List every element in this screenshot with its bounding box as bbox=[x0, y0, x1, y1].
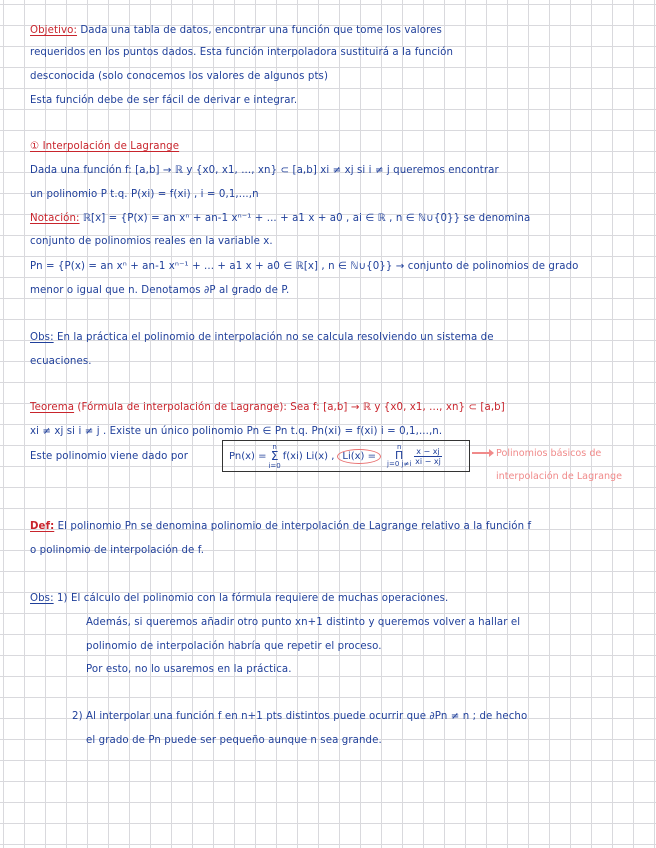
annotation-arrow bbox=[472, 452, 492, 454]
objetivo-label: Objetivo: bbox=[30, 25, 78, 36]
obs1-line-2: ecuaciones. bbox=[30, 356, 92, 367]
obs2-line-1 bbox=[30, 592, 448, 606]
objetivo-line-2: requeridos en los puntos dados. Esta función interpoladora sustituirá a la función bbox=[30, 47, 454, 58]
section1-line-5: Pn = {P(x) = an xⁿ + an-1 xⁿ⁻¹ + ... + a1 x + a0 ∈ ℝ[x] , n ∈ ℕ∪{0}} → conjunto de polinomios de grado bbox=[30, 261, 579, 272]
section-title-lagrange: ① Interpolación de Lagrange bbox=[30, 141, 180, 152]
objetivo-text-1: Dada una tabla de datos, encontrar una función que tome los valores bbox=[80, 25, 442, 36]
sum-bottom: i=0 bbox=[268, 461, 281, 470]
def-text-1: El polinomio Pn se denomina polinomio de interpolación de Lagrange relativo a la función f bbox=[54, 521, 532, 532]
obs1-line-1 bbox=[30, 331, 494, 345]
section1-line-6: menor o igual que n. Denotamos ∂P al grado de P. bbox=[30, 285, 290, 296]
sum-sign: Σ bbox=[270, 448, 279, 463]
annotation-note-1: Polinomios básicos de bbox=[496, 448, 602, 459]
notacion-text: ℝ[x] = {P(x) = an xⁿ + an-1 xⁿ⁻¹ + ... + a1 x + a0 , ai ∈ ℝ , n ∈ ℕ∪{0}} se denomina bbox=[79, 213, 531, 224]
obs2-line-4: Por esto, no lo usaremos en la práctica. bbox=[86, 664, 292, 675]
sum-top: n bbox=[272, 442, 277, 451]
prod-top: n bbox=[396, 443, 402, 451]
teorema-line-3: Este polinomio viene dado por bbox=[30, 451, 189, 462]
section1-line-1: Dada una función f: [a,b] → ℝ y {x0, x1, ..., xn} ⊂ [a,b] xi ≠ xj si i ≠ j queremos encontrar bbox=[30, 165, 499, 176]
obs2-line-2: Además, si queremos añadir otro punto xn+1 distinto y queremos volver a hallar el bbox=[86, 617, 521, 628]
obs1-label: Obs: bbox=[30, 332, 54, 343]
obs2-label: Obs: bbox=[30, 593, 54, 604]
fraction-denominator: xi − xj bbox=[415, 456, 441, 466]
basis-fraction bbox=[414, 447, 441, 466]
obs1-text-1: En la práctica el polinomio de interpolación no se calcula resolviendo un sistema de bbox=[53, 332, 494, 343]
fraction-numerator: x − xj bbox=[416, 446, 440, 456]
formula-term: f(xi) Li(x) , bbox=[282, 450, 335, 462]
objetivo-line-4: Esta función debe de ser fácil de derivar e integrar. bbox=[30, 95, 298, 106]
product-symbol bbox=[387, 444, 411, 468]
formula-lhs: Pn(x) = bbox=[229, 450, 267, 462]
notacion-line bbox=[30, 212, 530, 226]
objetivo-line-3: desconocida (solo conocemos los valores de algunos pts) bbox=[30, 71, 329, 82]
obs2-line-5: 2) Al interpolar una función f en n+1 pts distintos puede ocurrir que ∂Pn ≠ n ; de hecho bbox=[72, 711, 528, 722]
basis-poly-circled: Li(x) = bbox=[337, 449, 381, 464]
objetivo-line-1 bbox=[30, 24, 442, 38]
prod-bottom: j=0 j≠i bbox=[387, 460, 412, 468]
teorema-line-2: xi ≠ xj si i ≠ j . Existe un único polinomio Pn ∈ Pn t.q. Pn(xi) = f(xi) i = 0,1,...,n. bbox=[30, 426, 443, 437]
prod-sign: Π bbox=[395, 449, 404, 462]
sum-symbol bbox=[268, 443, 280, 470]
section1-line-4: conjunto de polinomios reales en la variable x. bbox=[30, 236, 273, 247]
obs2-line-3: polinomio de interpolación habría que repetir el proceso. bbox=[86, 641, 382, 652]
lagrange-formula-box bbox=[222, 440, 470, 472]
section1-line-2: un polinomio P t.q. P(xi) = f(xi) , i = 0,1,...,n bbox=[30, 189, 259, 200]
obs2-line-6: el grado de Pn puede ser pequeño aunque n sea grande. bbox=[86, 735, 382, 746]
obs2-text-1: 1) El cálculo del polinomio con la fórmula requiere de muchas operaciones. bbox=[53, 593, 449, 604]
annotation-note-2: interpolación de Lagrange bbox=[496, 471, 623, 482]
notacion-label: Notación: bbox=[30, 213, 80, 224]
teorema-text-1: (Fórmula de interpolación de Lagrange): Sea f: [a,b] → ℝ y {x0, x1, ..., xn} ⊂ [a,b] bbox=[74, 402, 505, 413]
def-label: Def: bbox=[30, 521, 55, 532]
teorema-line-1 bbox=[30, 401, 505, 415]
teorema-label: Teorema bbox=[30, 402, 75, 413]
def-line-1 bbox=[30, 520, 531, 534]
def-line-2: o polinomio de interpolación de f. bbox=[30, 545, 205, 556]
